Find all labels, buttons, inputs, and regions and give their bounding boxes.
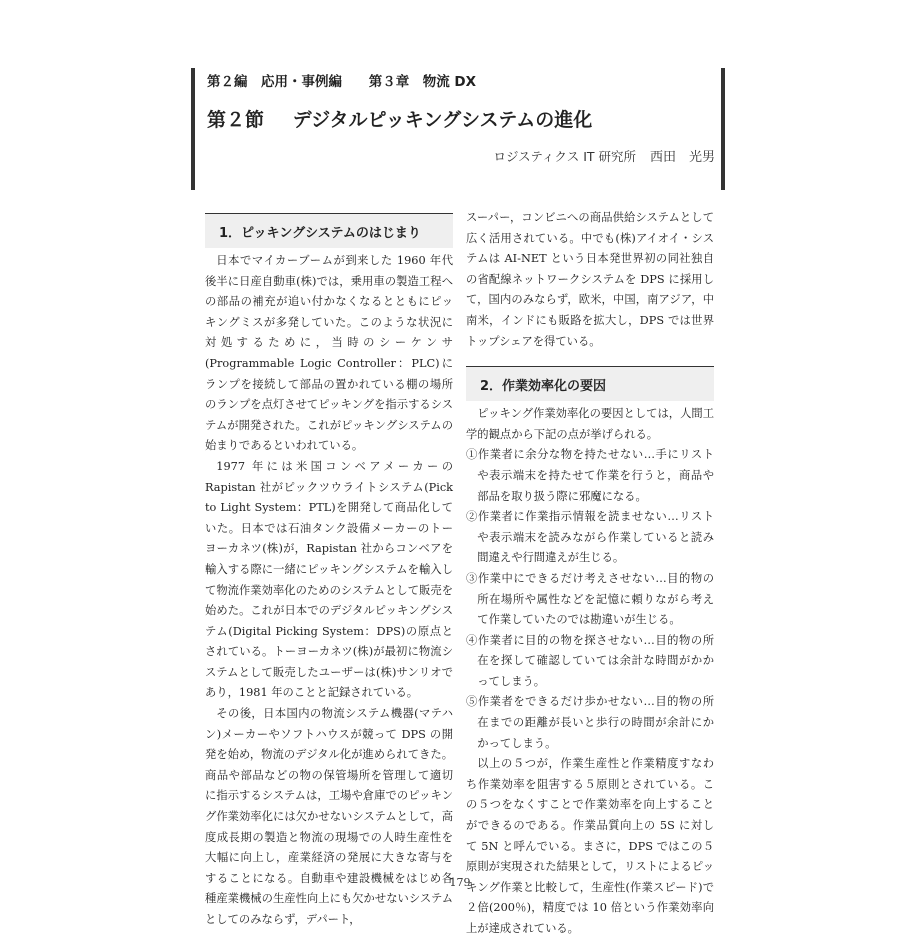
- author-line: [470, 146, 715, 165]
- section2: [466, 366, 714, 939]
- page-number: 179: [449, 876, 471, 889]
- section-number: 第２節: [207, 109, 265, 131]
- list-item: ④作業者に目的の物を探させない…目的物の所在を探して確認していては余計な時間がかかってしまう。: [466, 633, 714, 688]
- left-rule: [191, 68, 195, 190]
- paragraph: ピッキング作業効率化の要因としては，人間工学的観点から下記の点が挙げられる。: [466, 407, 714, 441]
- list-item: ⑤作業者をできるだけ歩かせない…目的物の所在までの距離が長いと歩行の時間が余計にかかってしまう。: [466, 695, 714, 750]
- section2-heading: 2．作業効率化の要因: [466, 366, 714, 401]
- paragraph-continuation: スーパー，コンビニへの商品供給システムとして広く活用されている。中でも(株)アイオイ・システムは AI-NET という日本発世界初の同社独自の省配線ネットワークシステムを DPS に採用して，国内のみならず，欧米，中国，南アジア，中南米，インドにも販路を拡大し，DPS では世界トップシェアを得ている。: [466, 211, 714, 348]
- chapter-header: [207, 70, 498, 90]
- author-affiliation: ロジスティクス IT 研究所: [493, 149, 636, 164]
- author-name: 西田 光男: [649, 150, 715, 165]
- part-label: 第２編 応用・事例編: [207, 74, 342, 90]
- paragraph: 1977 年には米国コンベアメーカーの Rapistan 社がピックツウライトシステム(Pick to Light System：PTL)を開発して商品化していた。日本では石油タンク設備メーカーのトーヨーカネツ(株)が，Rapistan 社からコンベアを輸入する際に一緒にピッキングシステムを輸入して物流作業効率化のためのシステムとして販売を始めた。これが日本でのデジタルピッキングシステム(Digital Picking System：DPS)の原点とされている。トーヨーカネツ(株)が最初に物流システムとして販売したユーザーは(株)サンリオであり，1981 年のことと記録されている。: [205, 459, 453, 700]
- list-item: ②作業者に作業指示情報を読ませない…リストや表示端末を読みながら作業していると読み間違えや行間違えが生じる。: [466, 510, 714, 565]
- paragraph: 日本でマイカーブームが到来した 1960 年代後半に日産自動車(株)では，乗用車の製造工程への部品の補充が追い付かなくなるとともにピッキングミスが多発していた。このような状況に対処するために，当時のシーケンサ(Programmable Logic Controller：PLC)にランプを接続して部品の置かれている棚の場所のランプを点灯させてピッキングを指示するシステムが開発された。これがピッキングシステムの始まりであるといわれている。: [205, 254, 453, 453]
- list-item: ③作業中にできるだけ考えさせない…目的物の所在場所や属性などを記憶に頼りながら考えて作業していたのでは勘違いが生じる。: [466, 571, 714, 627]
- right-rule: [721, 68, 725, 190]
- list-item: ①作業者に余分な物を持たせない…手にリストや表示端末を持たせて作業を行うと，商品や部品を取り扱う際に邪魔になる。: [466, 448, 714, 503]
- chapter-label: 第３章 物流 DX: [368, 74, 477, 90]
- section1-heading: 1．ピッキングシステムのはじまり: [205, 213, 453, 248]
- paragraph: その後，日本国内の物流システム機器(マテハン)メーカーやソフトハウスが競って DPS の開発を始め，物流のデジタル化が進められてきた。商品や部品などの物の保管場所を管理して適切に指示するシステムは，工場や倉庫でのピッキング作業効率化には欠かせないシステムとして，高度成長期の製造と物流の現場での人時生産性を大幅に向上し，産業経済の発展に大きな寄与をすることになる。自動車や建設機械をはじめ各種産業機械の生産性向上にも欠かせないシステムとしてのみならず，デパート，: [205, 707, 453, 926]
- left-column: [205, 213, 453, 931]
- right-column: [466, 208, 714, 940]
- page-title: [207, 105, 592, 132]
- section-title-text: デジタルピッキングシステムの進化: [292, 109, 593, 131]
- paragraph: 以上の５つが，作業生産性と作業精度すなわち作業効率を阻害する５原則とされている。この５つをなくすことで作業効率を向上することができるのである。作業品質向上の 5S に対して 5N と呼んでいる。まさに，DPS ではこの５原則が実現された結果として，リストによるピッキング作業と比較して，生産性(作業スピード)で２倍(200％)，精度では 10 倍という作業効率向上が達成されている。: [466, 757, 714, 935]
